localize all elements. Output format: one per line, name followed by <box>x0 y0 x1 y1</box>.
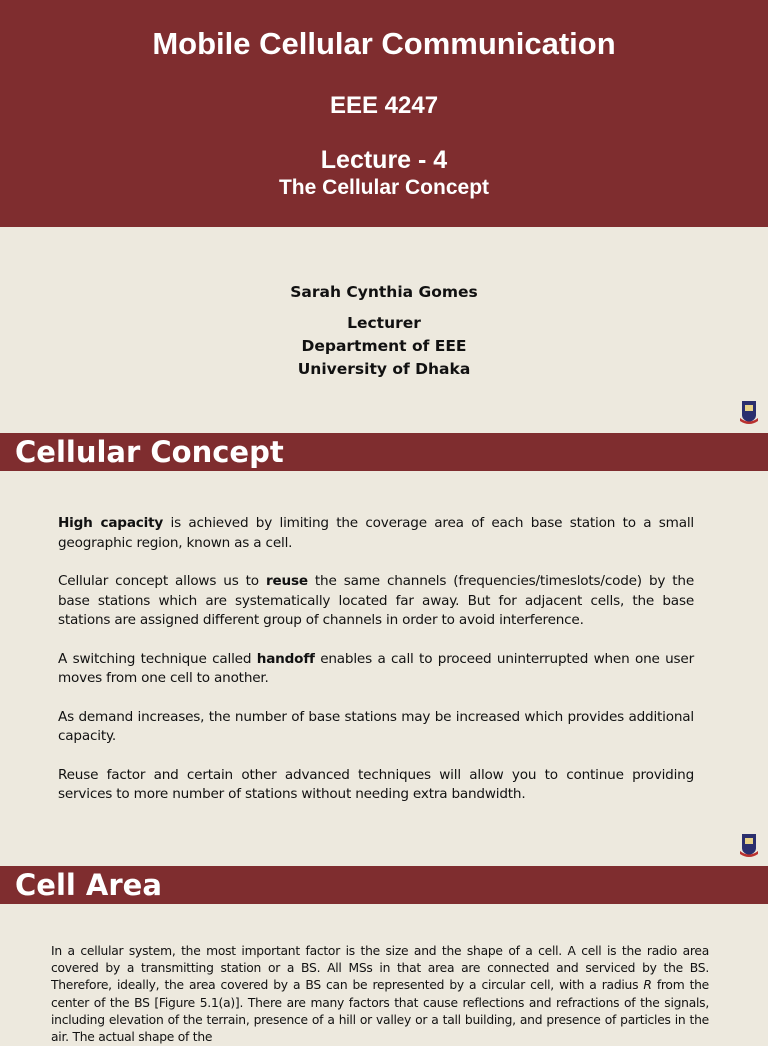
text-run: Cellular concept allows us to <box>58 573 266 589</box>
lecture-topic: The Cellular Concept <box>278 176 490 199</box>
bold-term: High capacity <box>58 515 164 531</box>
author-department: Department of EEE <box>301 337 467 355</box>
title-slide-header <box>0 0 768 227</box>
course-title: Mobile Cellular Communication <box>152 26 616 61</box>
section-heading-cellular-concept: Cellular Concept <box>0 433 768 471</box>
cellular-concept-body <box>58 514 694 824</box>
university-logo-icon <box>740 833 758 857</box>
paragraph <box>58 514 694 553</box>
lecture-number: Lecture - 4 <box>320 146 448 174</box>
text-run: the same channels (frequencies/timeslots/code) by the base stations which are systematically located far away. But for adjacent cells, the base stations are assigned different group of channels in order to avoid interference. <box>58 573 694 628</box>
author-university: University of Dhaka <box>297 360 471 378</box>
text-run: from the center of the BS [Figure 5.1(a)]. There are many factors that cause reflections and refractions of the signals, including elevation of the terrain, presence of a hill or valley or a tall building, and presence of particles in the air. The actual shape of the <box>51 978 710 1045</box>
bold-term: handoff <box>256 650 315 667</box>
cell-area-body <box>51 943 709 1046</box>
paragraph <box>58 650 694 689</box>
author-role: Lecturer <box>347 314 421 332</box>
course-code: EEE 4247 <box>329 92 439 119</box>
paragraph: As demand increases, the number of base stations may be increased which provides additional capacity. <box>58 708 694 744</box>
paragraph: Reuse factor and certain other advanced techniques will allow you to continue providing services to more number of stations without needing extra bandwidth. <box>58 766 694 802</box>
italic-symbol: R <box>643 978 652 993</box>
paragraph <box>58 572 694 631</box>
text-run: A switching technique called <box>58 650 257 667</box>
text-run: enables a call to proceed uninterrupted when one user moves from one cell to another. <box>58 650 694 686</box>
text-run: In a cellular system, the most important factor is the size and the shape of a cell. A cell is the radio area covered by a transmitting station or a BS. All MSs in that area are connected and serviced by the BS. Therefore, ideally, the area covered by a BS can be represented by a circular cell, with a radius <box>51 944 709 993</box>
text-run: is achieved by limiting the coverage area of each base station to a small geographic region, known as a cell. <box>58 515 694 551</box>
author-name: Sarah Cynthia Gomes <box>290 283 478 301</box>
bold-term: reuse <box>265 573 308 589</box>
university-logo-icon <box>740 400 758 424</box>
section-heading-cell-area: Cell Area <box>0 866 768 904</box>
